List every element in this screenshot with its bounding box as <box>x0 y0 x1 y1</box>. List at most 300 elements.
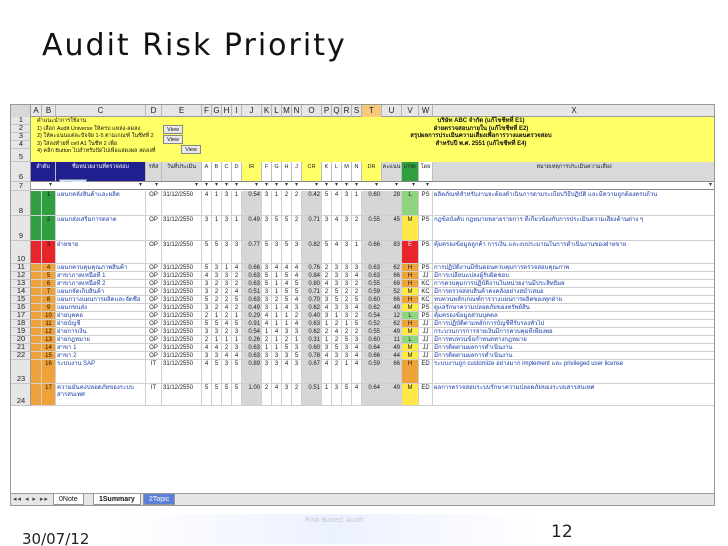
cell-no[interactable]: 12 <box>42 328 56 335</box>
cell-by[interactable]: JJ <box>419 328 433 335</box>
cell-date[interactable]: 31/12/2550 <box>162 312 202 319</box>
cell-b[interactable]: 5 <box>212 384 222 405</box>
row-header[interactable]: 3 <box>11 133 31 141</box>
cell-d[interactable]: 2 <box>232 304 242 311</box>
cell-type[interactable]: OP <box>146 280 162 287</box>
cell-b[interactable]: 3 <box>212 352 222 359</box>
column-header-g[interactable]: G <box>212 105 222 117</box>
cell-d[interactable]: 1 <box>232 336 242 343</box>
cell-no[interactable]: 8 <box>42 296 56 303</box>
cell-d[interactable]: 2 <box>232 272 242 279</box>
cell-a[interactable]: 3 <box>202 352 212 359</box>
cell-ir[interactable]: 0.63 <box>242 296 262 303</box>
cell-date[interactable]: 31/12/2550 <box>162 241 202 263</box>
cell-by[interactable]: PS <box>419 216 433 240</box>
filter-dropdown-icon[interactable]: ▾ <box>215 182 219 188</box>
row-header[interactable] <box>11 360 31 384</box>
cell-ir[interactable]: 0.63 <box>242 344 262 351</box>
cell-grade[interactable]: M <box>402 352 419 359</box>
cell-m[interactable]: 2 <box>342 296 352 303</box>
cell-dr[interactable]: 0.62 <box>362 304 382 311</box>
cell-unit[interactable]: แผนกคลังสินค้าและผลิต <box>56 191 146 215</box>
cell-by[interactable]: JJ <box>419 320 433 327</box>
cell-a[interactable]: 2 <box>202 312 212 319</box>
cell-grade[interactable]: L <box>402 336 419 343</box>
cell-date[interactable]: 31/12/2550 <box>162 384 202 405</box>
cell-score[interactable]: 49 <box>382 304 402 311</box>
cell-l[interactable]: 5 <box>332 288 342 295</box>
table-row[interactable] <box>31 384 715 406</box>
cell-dr[interactable]: 0.54 <box>362 312 382 319</box>
cell-m[interactable]: 3 <box>342 264 352 271</box>
cell-h[interactable]: 1 <box>282 312 292 319</box>
cell-d[interactable]: 1 <box>232 216 242 240</box>
row-header[interactable]: 1 <box>11 117 31 125</box>
cell-note[interactable]: คุ้มครองข้อมูลส่วนบุคคล <box>433 312 715 319</box>
cell-m[interactable]: 2 <box>342 328 352 335</box>
cell-ir[interactable]: 0.63 <box>242 272 262 279</box>
cell-type[interactable]: OP <box>146 264 162 271</box>
cell-n[interactable]: 4 <box>352 360 362 383</box>
cell-l[interactable]: 1 <box>332 312 342 319</box>
cell-cr[interactable]: 0.62 <box>302 328 322 335</box>
cell-grade[interactable]: M <box>402 288 419 295</box>
cell-score[interactable]: 52 <box>382 288 402 295</box>
cell-d[interactable]: 4 <box>232 288 242 295</box>
cell-j[interactable]: 3 <box>292 241 302 263</box>
cell-l[interactable]: 2 <box>332 360 342 383</box>
row-header[interactable]: 2 <box>11 125 31 133</box>
cell-by[interactable]: JJ <box>419 272 433 279</box>
cell-by[interactable]: KC <box>419 296 433 303</box>
cell-d[interactable]: 1 <box>232 191 242 215</box>
cell-a[interactable]: 4 <box>202 272 212 279</box>
cell-ir[interactable]: 0.29 <box>242 312 262 319</box>
cell-cr[interactable]: 0.70 <box>302 296 322 303</box>
cell-k[interactable]: 3 <box>322 216 332 240</box>
cell-dr[interactable]: 0.63 <box>362 264 382 271</box>
cell-note[interactable]: ผลการตรวจสอบระบบรักษาความปลอดภัยของระบบสารสนเทศ <box>433 384 715 405</box>
cell-g[interactable]: 4 <box>272 264 282 271</box>
cell-date[interactable]: 31/12/2550 <box>162 272 202 279</box>
cell-m[interactable]: 1 <box>342 360 352 383</box>
cell-d[interactable]: 3 <box>232 241 242 263</box>
cell-date[interactable]: 31/12/2550 <box>162 288 202 295</box>
cell-k[interactable]: 5 <box>322 241 332 263</box>
cell-grade[interactable]: H <box>402 272 419 279</box>
cell-date[interactable]: 31/12/2550 <box>162 280 202 287</box>
cell-h[interactable]: 5 <box>282 288 292 295</box>
row-header[interactable] <box>11 352 31 360</box>
cell-j[interactable]: 2 <box>292 191 302 215</box>
cell-c[interactable]: 4 <box>222 352 232 359</box>
table-row[interactable] <box>31 288 715 296</box>
cell-score[interactable]: 62 <box>382 264 402 271</box>
cell-date[interactable]: 31/12/2550 <box>162 320 202 327</box>
cell-k[interactable]: 4 <box>322 304 332 311</box>
cell-b[interactable]: 2 <box>212 296 222 303</box>
cell-l[interactable]: 3 <box>332 352 342 359</box>
cell-n[interactable]: 2 <box>352 280 362 287</box>
cell-j[interactable]: 4 <box>292 296 302 303</box>
cell-grade[interactable]: L <box>402 191 419 215</box>
cell-k[interactable]: 4 <box>322 280 332 287</box>
cell-l[interactable]: 3 <box>332 304 342 311</box>
cell-g[interactable]: 1 <box>272 272 282 279</box>
cell-k[interactable]: 4 <box>322 360 332 383</box>
column-header-f[interactable]: F <box>202 105 212 117</box>
cell-ir[interactable]: 1.00 <box>242 384 262 405</box>
column-header-b[interactable]: B <box>42 105 56 117</box>
cell-type[interactable]: OP <box>146 191 162 215</box>
cell-dr[interactable]: 0.64 <box>362 384 382 405</box>
cell-grade[interactable]: E <box>402 241 419 263</box>
cell-f[interactable]: 3 <box>262 296 272 303</box>
column-header-p[interactable]: P <box>322 105 332 117</box>
cell-cr[interactable]: 0.42 <box>302 191 322 215</box>
cell-no[interactable]: 2 <box>42 216 56 240</box>
view-button[interactable]: View <box>163 135 183 144</box>
cell-k[interactable]: 2 <box>322 328 332 335</box>
cell-g[interactable]: 3 <box>272 241 282 263</box>
cell-n[interactable]: 2 <box>352 312 362 319</box>
cell-d[interactable]: 4 <box>232 352 242 359</box>
cell-no[interactable]: 7 <box>42 288 56 295</box>
cell-by[interactable]: JJ <box>419 336 433 343</box>
cell-c[interactable]: 1 <box>222 264 232 271</box>
cell-c[interactable]: 2 <box>222 328 232 335</box>
cell-h[interactable]: 5 <box>282 296 292 303</box>
cell-l[interactable]: 5 <box>332 344 342 351</box>
cell-unit[interactable]: ฝ่ายกฎหมาย <box>56 336 146 343</box>
cell-j[interactable]: 4 <box>292 264 302 271</box>
cell-h[interactable]: 2 <box>282 191 292 215</box>
cell-note[interactable]: กระบวนการการจ่ายเงินมีการควบคุมที่เพียงพอ <box>433 328 715 335</box>
cell-score[interactable]: 49 <box>382 344 402 351</box>
cell-k[interactable]: 1 <box>322 384 332 405</box>
filter-dropdown-icon[interactable]: ▾ <box>325 182 329 188</box>
cell-a[interactable]: 2 <box>202 336 212 343</box>
cell-n[interactable]: 2 <box>352 328 362 335</box>
cell-dr[interactable]: 0.60 <box>362 336 382 343</box>
cell-a[interactable]: 4 <box>202 344 212 351</box>
cell-d[interactable]: 3 <box>232 344 242 351</box>
table-row[interactable] <box>31 336 715 344</box>
cell-d[interactable]: 1 <box>232 312 242 319</box>
column-header-m[interactable]: M <box>282 105 292 117</box>
table-row[interactable] <box>31 312 715 320</box>
cell-g[interactable]: 1 <box>272 336 282 343</box>
cell-k[interactable]: 4 <box>322 352 332 359</box>
cell-ir[interactable]: 0.77 <box>242 241 262 263</box>
filter-dropdown-icon[interactable]: ▾ <box>255 182 259 188</box>
cell-dr[interactable]: 0.55 <box>362 280 382 287</box>
cell-l[interactable]: 3 <box>332 384 342 405</box>
cell-by[interactable]: PS <box>419 312 433 319</box>
table-row[interactable] <box>31 241 715 264</box>
cell-h[interactable]: 5 <box>282 241 292 263</box>
cell-n[interactable]: 4 <box>352 304 362 311</box>
filter-dropdown-icon[interactable]: ▾ <box>375 182 379 188</box>
tab-0note[interactable]: 0Note <box>53 494 84 505</box>
column-header-q[interactable]: Q <box>332 105 342 117</box>
cell-l[interactable]: 4 <box>332 191 342 215</box>
cell-l[interactable]: 4 <box>332 328 342 335</box>
cell-m[interactable]: 3 <box>342 280 352 287</box>
cell-c[interactable]: 3 <box>222 216 232 240</box>
cell-d[interactable]: 5 <box>232 360 242 383</box>
cell-h[interactable]: 3 <box>282 328 292 335</box>
cell-j[interactable]: 2 <box>292 312 302 319</box>
cell-f[interactable]: 3 <box>262 216 272 240</box>
cell-l[interactable]: 3 <box>332 264 342 271</box>
cell-type[interactable]: OP <box>146 336 162 343</box>
cell-ir[interactable]: 0.54 <box>242 328 262 335</box>
cell-k[interactable]: 1 <box>322 336 332 343</box>
cell-dr[interactable]: 0.60 <box>362 191 382 215</box>
cell-note[interactable]: มีการปฏิบัติตามหลักการบัญชีที่รับรองทั่วไป <box>433 320 715 327</box>
cell-g[interactable]: 1 <box>272 288 282 295</box>
cell-m[interactable]: 1 <box>342 320 352 327</box>
cell-cr[interactable]: 0.60 <box>302 344 322 351</box>
cell-l[interactable]: 5 <box>332 296 342 303</box>
cell-note[interactable]: กฎข้อบังคับ กฎหมายหลายรายการ ที่เกี่ยวข้องกับการประเมินความเสี่ยงด้านต่าง ๆ <box>433 216 715 240</box>
cell-n[interactable]: 4 <box>352 272 362 279</box>
cell-g[interactable]: 5 <box>272 216 282 240</box>
cell-score[interactable]: 83 <box>382 241 402 263</box>
cell-dr[interactable]: 0.59 <box>362 360 382 383</box>
cell-type[interactable]: OP <box>146 288 162 295</box>
cell-type[interactable]: OP <box>146 320 162 327</box>
table-row[interactable] <box>31 352 715 360</box>
cell-score[interactable]: 49 <box>382 328 402 335</box>
cell-a[interactable]: 4 <box>202 360 212 383</box>
cell-j[interactable]: 1 <box>292 336 302 343</box>
cell-unit[interactable]: ฝ่ายบุคคล <box>56 312 146 319</box>
cell-unit[interactable]: แผนกวางแผนการผลิตและจัดซื้อ <box>56 296 146 303</box>
cell-k[interactable]: 3 <box>322 344 332 351</box>
cell-f[interactable]: 4 <box>262 320 272 327</box>
cell-k[interactable]: 1 <box>322 320 332 327</box>
cell-a[interactable]: 5 <box>202 264 212 271</box>
cell-m[interactable]: 3 <box>342 304 352 311</box>
column-header-j[interactable]: J <box>242 105 262 117</box>
cell-a[interactable]: 5 <box>202 241 212 263</box>
cell-k[interactable]: 3 <box>322 312 332 319</box>
cell-j[interactable]: 3 <box>292 304 302 311</box>
cell-dr[interactable]: 0.55 <box>362 328 382 335</box>
cell-no[interactable]: 10 <box>42 312 56 319</box>
cell-b[interactable]: 2 <box>212 280 222 287</box>
cell-type[interactable]: OP <box>146 216 162 240</box>
cell-score[interactable]: 44 <box>382 352 402 359</box>
cell-g[interactable]: 3 <box>272 352 282 359</box>
filter-dropdown-icon[interactable]: ▾ <box>295 182 299 188</box>
cell-ir[interactable]: 0.89 <box>242 360 262 383</box>
cell-m[interactable]: 2 <box>342 288 352 295</box>
cell-ir[interactable]: 0.63 <box>242 280 262 287</box>
column-header-n[interactable]: N <box>292 105 302 117</box>
cell-grade[interactable]: M <box>402 216 419 240</box>
cell-dr[interactable]: 0.66 <box>362 352 382 359</box>
cell-g[interactable]: 1 <box>272 312 282 319</box>
cell-h[interactable]: 4 <box>282 280 292 287</box>
cell-date[interactable]: 31/12/2550 <box>162 344 202 351</box>
cell-no[interactable]: 17 <box>42 384 56 405</box>
cell-unit[interactable]: สาขาภาคเหนือที่ 1 <box>56 272 146 279</box>
table-row[interactable] <box>31 320 715 328</box>
cell-j[interactable]: 4 <box>292 320 302 327</box>
column-header-i[interactable]: I <box>232 105 242 117</box>
filter-dropdown-icon[interactable]: ▾ <box>345 182 349 188</box>
cell-m[interactable]: 3 <box>342 352 352 359</box>
cell-cr[interactable]: 0.82 <box>302 241 322 263</box>
row-header[interactable] <box>11 191 31 216</box>
cell-grade[interactable]: M <box>402 384 419 405</box>
row-header[interactable]: 4 <box>11 141 31 149</box>
row-header[interactable]: 5 <box>11 149 31 162</box>
cell-cr[interactable]: 0.63 <box>302 320 322 327</box>
cell-k[interactable]: 2 <box>322 288 332 295</box>
column-header-x[interactable]: X <box>433 105 715 117</box>
cell-n[interactable]: 1 <box>352 241 362 263</box>
cell-cr[interactable]: 0.51 <box>302 384 322 405</box>
cell-f[interactable]: 2 <box>262 336 272 343</box>
cell-m[interactable]: 3 <box>342 216 352 240</box>
cell-ir[interactable]: 0.54 <box>242 191 262 215</box>
cell-m[interactable]: 5 <box>342 384 352 405</box>
cell-by[interactable]: PS <box>419 241 433 263</box>
cell-j[interactable]: 5 <box>292 288 302 295</box>
cell-h[interactable]: 5 <box>282 344 292 351</box>
cell-unit[interactable]: สาขา 2 <box>56 352 146 359</box>
filter-dropdown-icon[interactable]: ▾ <box>225 182 229 188</box>
filter-dropdown-icon[interactable]: ▾ <box>426 182 430 188</box>
cell-dr[interactable]: 0.64 <box>362 344 382 351</box>
cell-n[interactable]: 5 <box>352 320 362 327</box>
cell-by[interactable]: PS <box>419 191 433 215</box>
cell-g[interactable]: 1 <box>272 304 282 311</box>
cell-n[interactable]: 3 <box>352 336 362 343</box>
cell-g[interactable]: 4 <box>272 384 282 405</box>
cell-l[interactable]: 4 <box>332 241 342 263</box>
cell-type[interactable]: OP <box>146 344 162 351</box>
cell-unit[interactable]: แผนกส่งเสริมการตลาด <box>56 216 146 240</box>
filter-dropdown-icon[interactable]: ▾ <box>395 182 399 188</box>
column-header-r[interactable]: R <box>342 105 352 117</box>
cell-no[interactable]: 6 <box>42 280 56 287</box>
column-header-e[interactable]: E <box>162 105 202 117</box>
cell-b[interactable]: 5 <box>212 320 222 327</box>
cell-cr[interactable]: 0.40 <box>302 312 322 319</box>
cell-unit[interactable]: แผนกจัดเก็บสินค้า <box>56 288 146 295</box>
cell-note[interactable]: มีการทบทวนข้อกำหนดทางกฎหมาย <box>433 336 715 343</box>
cell-n[interactable]: 2 <box>352 216 362 240</box>
filter-dropdown-icon[interactable]: ▾ <box>709 182 713 188</box>
filter-dropdown-icon[interactable]: ▾ <box>285 182 289 188</box>
cell-date[interactable]: 31/12/2550 <box>162 216 202 240</box>
filter-dropdown-icon[interactable]: ▾ <box>195 182 199 188</box>
cell-d[interactable]: 3 <box>232 328 242 335</box>
cell-by[interactable]: ED <box>419 360 433 383</box>
cell-m[interactable]: 3 <box>342 191 352 215</box>
cell-score[interactable]: 12 <box>382 312 402 319</box>
cell-j[interactable]: 4 <box>292 272 302 279</box>
cell-ir[interactable]: 0.66 <box>242 264 262 271</box>
filter-dropdown-icon[interactable]: ▾ <box>335 182 339 188</box>
cell-f[interactable]: 3 <box>262 288 272 295</box>
cell-note[interactable]: ทบทวนหลักเกณฑ์การวางแผนการผลิตของทุกฝ่าย <box>433 296 715 303</box>
cell-b[interactable]: 1 <box>212 312 222 319</box>
cell-unit[interactable]: ระบบงาน SAP <box>56 360 146 383</box>
cell-l[interactable]: 2 <box>332 336 342 343</box>
cell-c[interactable]: 5 <box>222 384 232 405</box>
row-header[interactable]: 7 <box>11 182 31 191</box>
cell-grade[interactable]: M <box>402 304 419 311</box>
cell-c[interactable]: 3 <box>222 280 232 287</box>
cell-grade[interactable]: H <box>402 264 419 271</box>
cell-h[interactable]: 2 <box>282 336 292 343</box>
cell-unit[interactable]: สาขา 1 <box>56 344 146 351</box>
cell-c[interactable]: 2 <box>222 312 232 319</box>
cell-unit[interactable]: แผนกขนส่ง <box>56 304 146 311</box>
cell-n[interactable]: 3 <box>352 264 362 271</box>
cell-k[interactable]: 2 <box>322 264 332 271</box>
cell-m[interactable]: 3 <box>342 272 352 279</box>
cell-dr[interactable]: 0.63 <box>362 272 382 279</box>
cell-grade[interactable]: M <box>402 328 419 335</box>
cell-c[interactable]: 2 <box>222 296 232 303</box>
row-header[interactable] <box>11 384 31 406</box>
cell-no[interactable]: 14 <box>42 344 56 351</box>
column-header-t[interactable]: T <box>362 105 382 117</box>
cell-grade[interactable]: L <box>402 312 419 319</box>
cell-c[interactable]: 3 <box>222 272 232 279</box>
cell-f[interactable]: 5 <box>262 280 272 287</box>
cell-note[interactable]: ระบบงานถูก customize อย่างมาก implement และ privileged user license <box>433 360 715 383</box>
column-header-w[interactable]: W <box>419 105 433 117</box>
cell-type[interactable]: IT <box>146 384 162 405</box>
cell-no[interactable]: 9 <box>42 304 56 311</box>
cell-j[interactable]: 3 <box>292 360 302 383</box>
cell-h[interactable]: 5 <box>282 216 292 240</box>
cell-note[interactable]: ดูแลรักษาความปลอดภัยของทรัพย์สิน <box>433 304 715 311</box>
cell-grade[interactable]: H <box>402 280 419 287</box>
cell-h[interactable]: 3 <box>282 384 292 405</box>
cell-j[interactable]: 3 <box>292 328 302 335</box>
filter-dropdown-icon[interactable]: ▾ <box>275 182 279 188</box>
cell-score[interactable]: 49 <box>382 384 402 405</box>
cell-type[interactable]: OP <box>146 312 162 319</box>
cell-l[interactable]: 2 <box>332 320 342 327</box>
table-row[interactable] <box>31 360 715 384</box>
filter-dropdown-icon[interactable]: ▾ <box>139 182 143 188</box>
cell-g[interactable]: 1 <box>272 191 282 215</box>
cell-b[interactable]: 1 <box>212 191 222 215</box>
filter-dropdown-icon[interactable]: ▾ <box>235 182 239 188</box>
cell-score[interactable]: 45 <box>382 216 402 240</box>
cell-j[interactable]: 2 <box>292 216 302 240</box>
cell-type[interactable]: OP <box>146 328 162 335</box>
cell-f[interactable]: 2 <box>262 384 272 405</box>
cell-a[interactable]: 4 <box>202 191 212 215</box>
cell-b[interactable]: 2 <box>212 304 222 311</box>
cell-n[interactable]: 2 <box>352 288 362 295</box>
cell-b[interactable]: 5 <box>212 241 222 263</box>
cell-note[interactable]: มีการติดตามผลการดำเนินงาน <box>433 344 715 351</box>
cell-h[interactable]: 3 <box>282 352 292 359</box>
cell-a[interactable]: 5 <box>202 320 212 327</box>
